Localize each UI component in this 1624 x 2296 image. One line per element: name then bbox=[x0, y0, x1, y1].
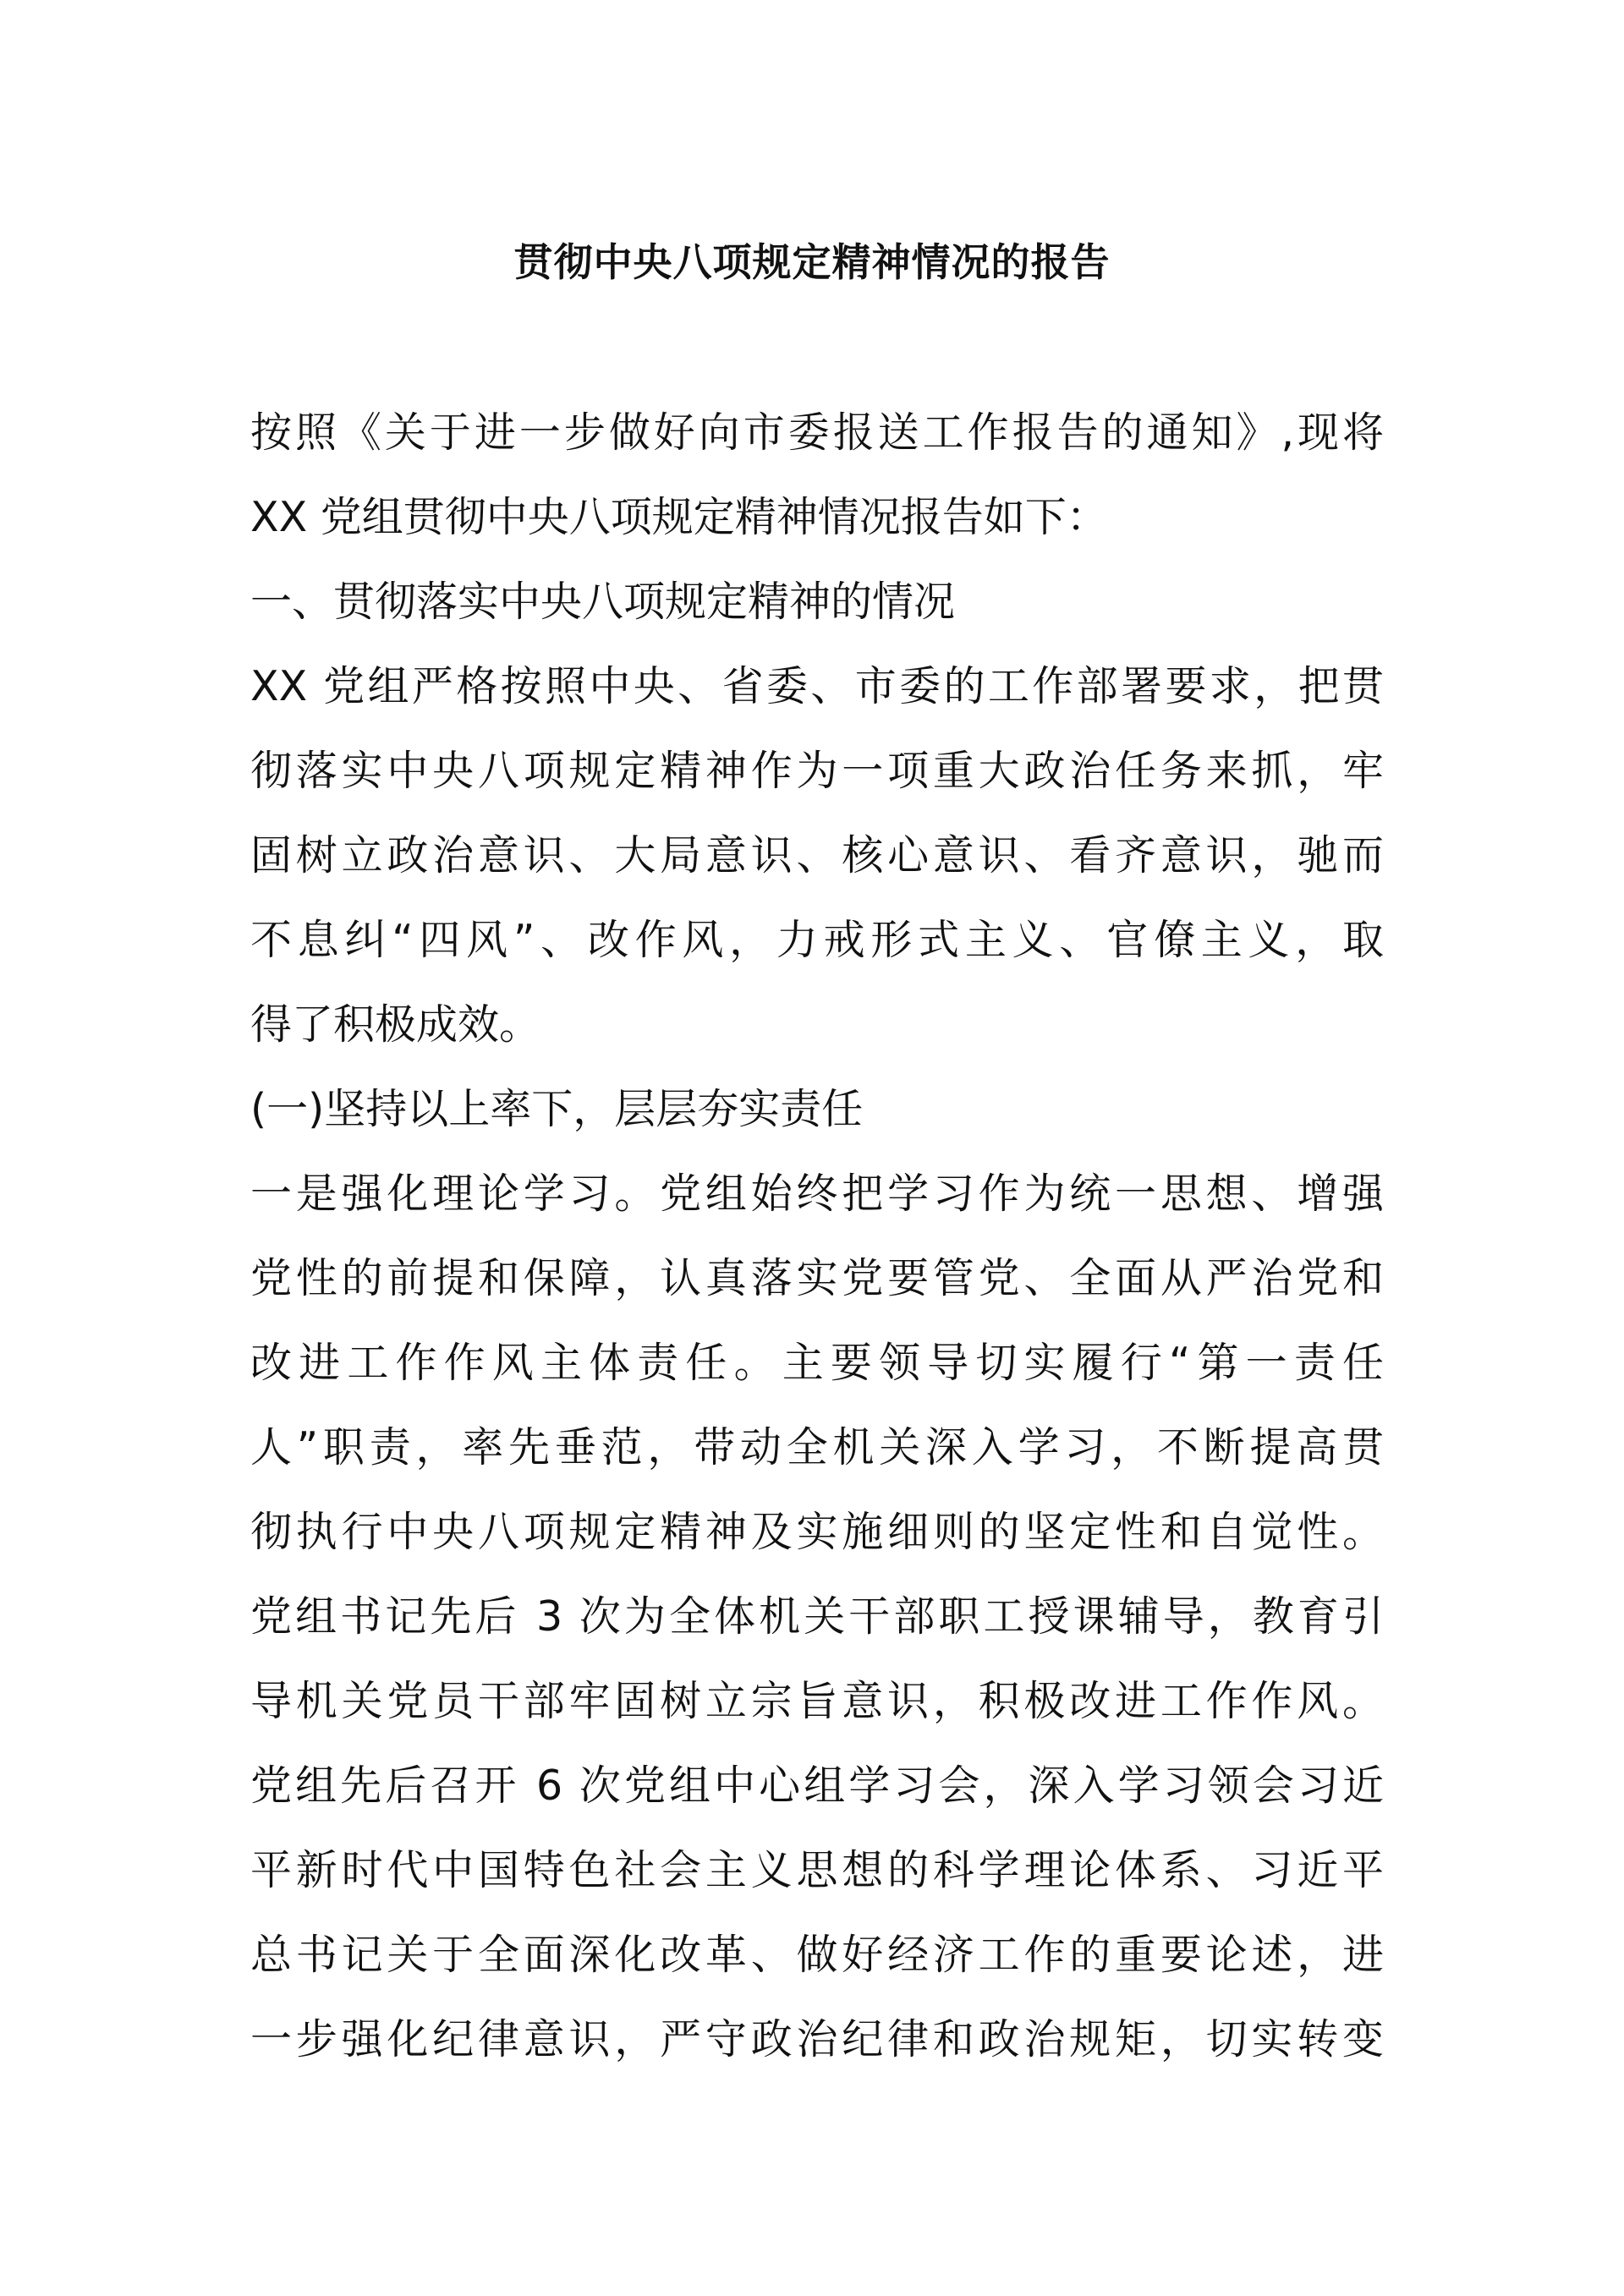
body-line: 总书记关于全面深化改革、做好经济工作的重要论述，进 bbox=[250, 1931, 1384, 1979]
body-line: 得了积极成效。 bbox=[250, 1000, 541, 1049]
body-line: 彻执行中央八项规定精神及实施细则的坚定性和自觉性。 bbox=[250, 1508, 1384, 1556]
section-heading: 一、贯彻落实中央八项规定精神的情况 bbox=[250, 578, 956, 626]
body-line: 一是强化理论学习。党组始终把学习作为统一思想、增强 bbox=[250, 1170, 1384, 1218]
body-line: 一步强化纪律意识，严守政治纪律和政治规矩，切实转变 bbox=[250, 2015, 1384, 2063]
body-line: 人”职责，率先垂范，带动全机关深入学习，不断提高贯 bbox=[250, 1423, 1384, 1471]
body-line: 按照《关于进一步做好向市委报送工作报告的通知》,现将 bbox=[250, 408, 1384, 457]
body-line: 党组先后召开 6 次党组中心组学习会，深入学习领会习近 bbox=[250, 1762, 1384, 1810]
body-line: 固树立政治意识、大局意识、核心意识、看齐意识，驰而 bbox=[250, 831, 1384, 879]
subsection-heading: (一)坚持以上率下，层层夯实责任 bbox=[250, 1085, 864, 1133]
body-line: 改进工作作风主体责任。主要领导切实履行“第一责任 bbox=[250, 1339, 1384, 1387]
document-title: 贯彻中央八项规定精神情况的报告 bbox=[513, 239, 1111, 285]
body-line: XX 党组贯彻中央八项规定精神情况报告如下： bbox=[250, 493, 1108, 541]
body-line: 彻落实中央八项规定精神作为一项重大政治任务来抓，牢 bbox=[250, 747, 1384, 795]
body-line: 平新时代中国特色社会主义思想的科学理论体系、习近平 bbox=[250, 1846, 1384, 1894]
body-line: 党组书记先后 3 次为全体机关干部职工授课辅导，教育引 bbox=[250, 1592, 1384, 1641]
body-line: 党性的前提和保障，认真落实党要管党、全面从严治党和 bbox=[250, 1254, 1384, 1302]
body-line: XX 党组严格按照中央、省委、市委的工作部署要求，把贯 bbox=[250, 662, 1384, 710]
body-line: 导机关党员干部牢固树立宗旨意识，积极改进工作作风。 bbox=[250, 1677, 1384, 1725]
body-line: 不息纠“四风”、改作风，力戒形式主义、官僚主义，取 bbox=[250, 916, 1384, 964]
